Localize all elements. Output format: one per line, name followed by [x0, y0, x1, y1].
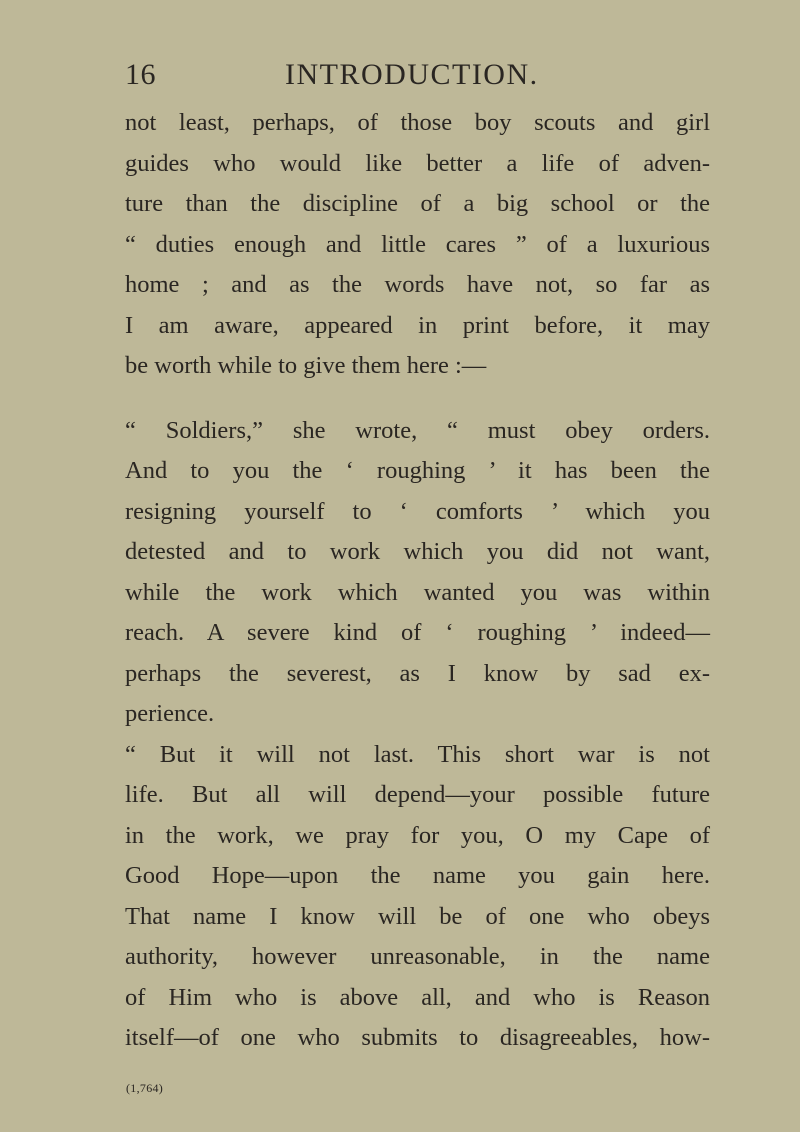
text-line: That name I know will be of one who obeys	[125, 902, 710, 930]
page-number: 16	[125, 58, 156, 91]
text-line: “ Soldiers,” she wrote, “ must obey orders.	[125, 416, 710, 444]
text-line: while the work which wanted you was within	[125, 578, 710, 606]
text-line: “ duties enough and little cares ” of a luxurious	[125, 230, 710, 258]
text-line: in the work, we pray for you, O my Cape of	[125, 821, 710, 849]
paragraph-2	[125, 411, 710, 735]
text-line: perhaps the severest, as I know by sad ex-	[125, 659, 710, 687]
paragraph-3	[125, 735, 710, 1059]
text-line: itself—of one who submits to disagreeables, how-	[125, 1024, 710, 1051]
text-line: guides who would like better a life of adven-	[125, 149, 710, 177]
text-line: not least, perhaps, of those boy scouts and girl	[125, 109, 710, 136]
text-line: resigning yourself to ‘ comforts ’ which you	[125, 497, 710, 525]
paragraph-gap	[125, 387, 710, 411]
printer-signature: (1,764)	[126, 1081, 164, 1095]
text-line: perience.	[125, 700, 215, 727]
text-line: reach. A severe kind of ‘ roughing ’ indeed—	[125, 619, 710, 646]
text-line: I am aware, appeared in print before, it may	[125, 311, 710, 339]
page-header	[125, 58, 710, 98]
body-text	[125, 103, 710, 1059]
text-line: be worth while to give them here :—	[125, 352, 487, 379]
paragraph-1	[125, 103, 710, 387]
text-line: life. But all will depend—your possible future	[125, 781, 710, 808]
text-line: “ But it will not last. This short war is not	[125, 740, 710, 768]
text-line: And to you the ‘ roughing ’ it has been the	[125, 457, 710, 484]
text-line: ture than the discipline of a big school or the	[125, 190, 710, 217]
text-line: Good Hope—upon the name you gain here.	[125, 862, 710, 889]
text-line: authority, however unreasonable, in the name	[125, 943, 710, 970]
running-head: INTRODUCTION.	[285, 58, 539, 91]
text-line: of Him who is above all, and who is Reason	[125, 983, 710, 1011]
text-line: home ; and as the words have not, so far as	[125, 271, 710, 298]
text-line: detested and to work which you did not want,	[125, 538, 710, 565]
